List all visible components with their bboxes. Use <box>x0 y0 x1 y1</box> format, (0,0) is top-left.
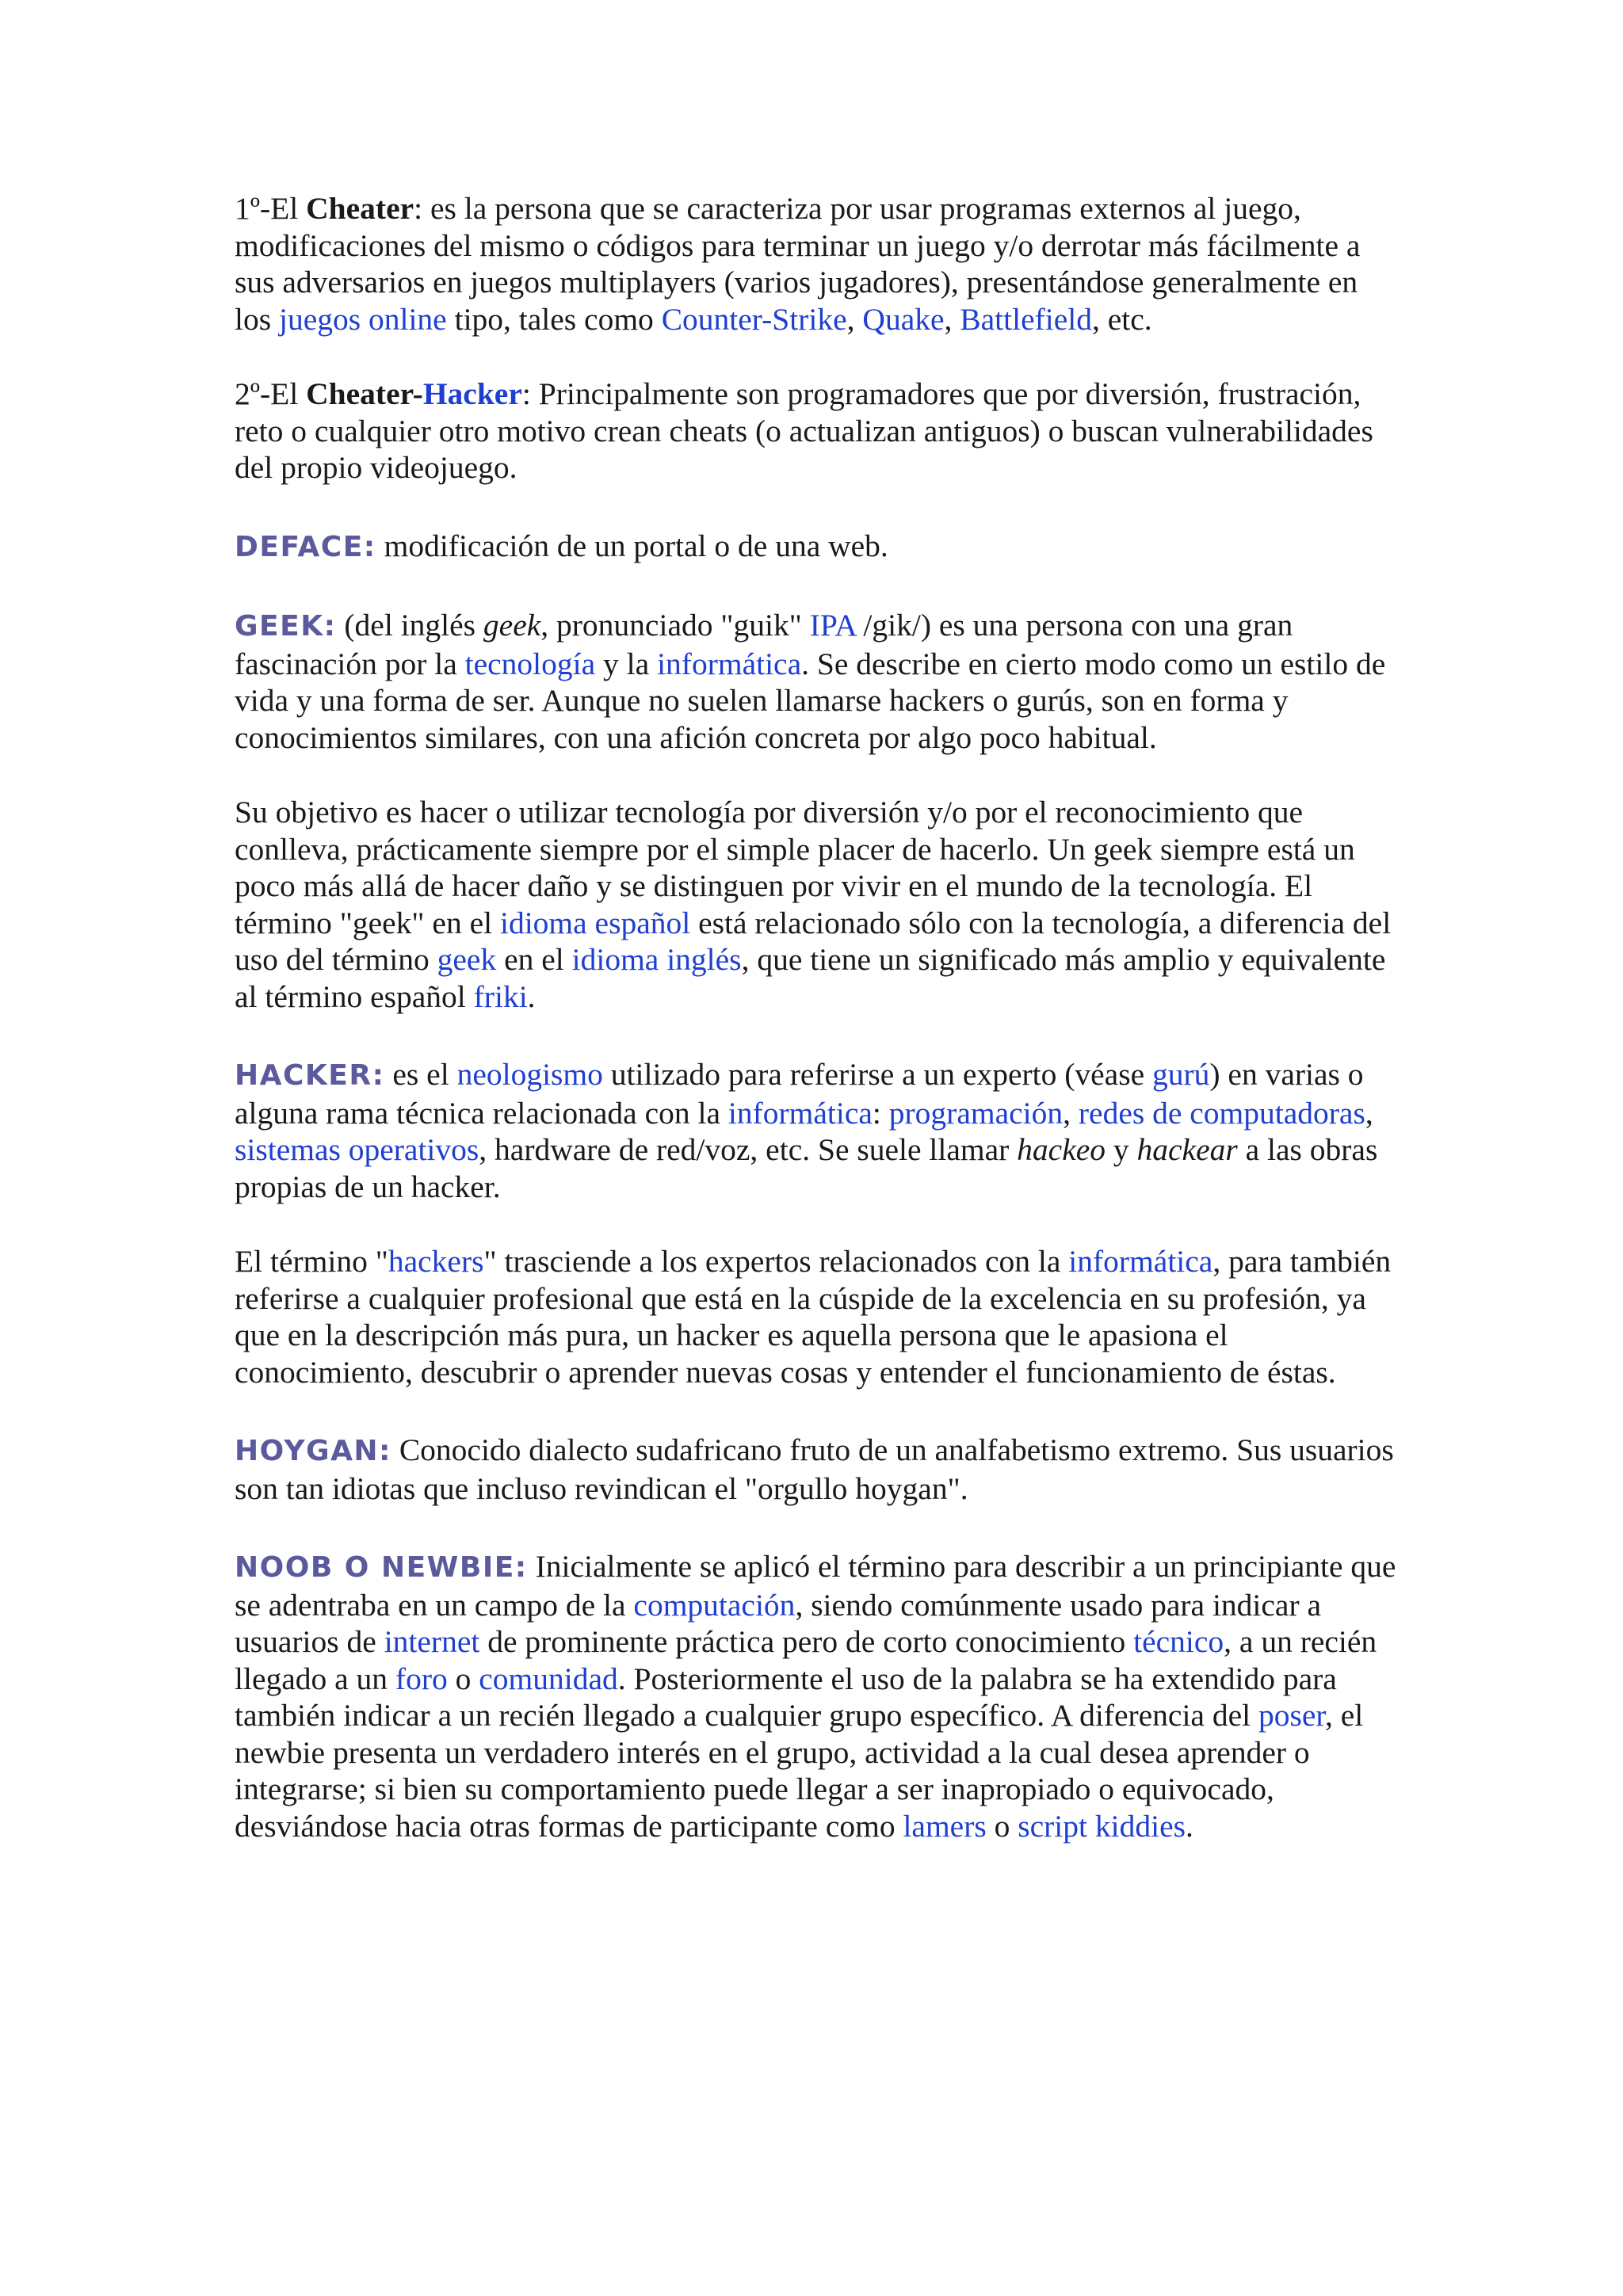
paragraph-cheater-hacker <box>235 376 1400 486</box>
text: o <box>986 1808 1018 1844</box>
link-juegos-online[interactable]: juegos online <box>278 301 447 337</box>
text: Su objetivo es hacer o utilizar tecnología por diversión y/o por el reconocimiento que conlleva, prácticamente siempre por el simple placer de hacerlo. Un geek siempre está un poco más allá de hacer daño y se distinguen por vivir en el mundo de la tecnología. El término "geek" en el <box>235 795 1355 940</box>
text: Inicialmente se aplicó el término para describir a un principiante que se adentraba en un campo de la <box>235 1549 1396 1623</box>
link-geek[interactable]: geek <box>437 942 497 977</box>
text: tipo, tales como <box>446 301 662 337</box>
link-idioma-espanol[interactable]: idioma español <box>499 905 691 940</box>
text: modificación de un portal o de una web. <box>376 528 888 563</box>
paragraph-noob <box>235 1548 1400 1844</box>
paragraph-cheater <box>235 190 1400 338</box>
term-hoygan: HOYGAN: <box>235 1435 391 1467</box>
italic-hackeo: hackeo <box>1017 1132 1106 1167</box>
link-comunidad[interactable]: comunidad <box>479 1661 618 1696</box>
link-idioma-ingles[interactable]: idioma inglés <box>571 942 742 977</box>
link-neologismo[interactable]: neologismo <box>456 1057 603 1092</box>
text: , siendo comúnmente usado para indicar a usuarios de <box>235 1587 1322 1659</box>
text: utilizado para referirse a un experto (véase <box>602 1057 1152 1092</box>
paragraph-geek <box>235 607 1400 756</box>
text: de prominente práctica pero de corto conocimiento <box>479 1624 1134 1659</box>
link-friki[interactable]: friki <box>473 978 528 1014</box>
bold-term-cheater: Cheater <box>306 191 414 226</box>
text: Conocido dialecto sudafricano fruto de un analfabetismo extremo. Sus usuarios son tan idiotas que incluso revindican el "orgullo hoygan". <box>235 1432 1394 1506</box>
link-hacker[interactable]: Hacker <box>422 376 522 411</box>
paragraph-hacker-termino <box>235 1243 1400 1390</box>
term-geek: GEEK: <box>235 610 337 643</box>
text: es el <box>384 1057 457 1092</box>
text: 2º-El <box>235 376 307 411</box>
link-poser[interactable]: poser <box>1258 1698 1325 1733</box>
text: , pronunciado "guik" <box>540 608 810 643</box>
link-battlefield[interactable]: Battlefield <box>960 301 1092 337</box>
paragraph-hacker <box>235 1056 1400 1205</box>
text: , <box>846 301 863 337</box>
link-informatica[interactable]: informática <box>1068 1244 1213 1279</box>
text: en el <box>496 942 572 977</box>
text: : es la persona que se caracteriza por usar programas externos al juego, modificaciones del mismo o códigos para terminar un juego y/o derrotar más fácilmente a sus adversarios en juegos multiplayers (varios jugadores), presentándose generalmente en los <box>235 191 1361 337</box>
link-tecnico[interactable]: técnico <box>1133 1624 1224 1659</box>
text: , <box>944 301 960 337</box>
italic-geek: geek <box>483 608 541 643</box>
text: , a un recién llegado a un <box>235 1624 1377 1696</box>
text: , <box>1063 1095 1079 1131</box>
text: a las obras propias de un hacker. <box>235 1132 1378 1204</box>
text: /gik/) es una persona con una gran fascinación por la <box>235 608 1293 681</box>
text: y la <box>595 646 658 681</box>
text: , hardware de red/voz, etc. Se suele llamar <box>479 1132 1018 1167</box>
text: 1º-El <box>235 191 307 226</box>
bold-term-cheater-hacker: Cheater- <box>306 376 423 411</box>
link-internet[interactable]: internet <box>384 1624 480 1659</box>
paragraph-deface <box>235 528 1400 566</box>
link-computacion[interactable]: computación <box>633 1587 796 1623</box>
paragraph-geek-objetivo <box>235 794 1400 1015</box>
link-script-kiddies[interactable]: script kiddies <box>1018 1808 1186 1844</box>
text: (del inglés <box>336 608 483 643</box>
text: : <box>872 1095 889 1131</box>
document-body <box>235 190 1400 1882</box>
text: El término " <box>235 1244 388 1279</box>
text: está relacionado sólo con la tecnología, a diferencia del uso del término <box>235 905 1392 977</box>
term-deface: DEFACE: <box>235 530 376 563</box>
text: , para también referirse a cualquier profesional que está en la cúspide de la excelencia en su profesión, ya que en la descripción más pura, un hacker es aquella persona que le apasiona el conocimiento, descubrir o aprender nuevas cosas y entender el funcionamiento de éstas. <box>235 1244 1392 1390</box>
term-noob-newbie: NOOB O NEWBIE: <box>235 1551 528 1584</box>
text: . Posteriormente el uso de la palabra se ha extendido para también indicar a un recién llegado a cualquier grupo específico. A diferencia del <box>235 1661 1337 1733</box>
link-programacion[interactable]: programación <box>888 1095 1064 1131</box>
text: , etc. <box>1091 301 1152 337</box>
link-counter-strike[interactable]: Counter-Strike <box>661 301 847 337</box>
text: . <box>1185 1808 1193 1844</box>
text: , el newbie presenta un verdadero interés en el grupo, actividad a la cual desea aprender o integrarse; si bien su comportamiento puede llegar a ser inapropiado o equivocado, desviándose hacia otras formas de participante como <box>235 1698 1364 1844</box>
text: . <box>527 978 536 1014</box>
link-quake[interactable]: Quake <box>862 301 945 337</box>
link-informatica[interactable]: informática <box>657 646 802 681</box>
term-hacker: HACKER: <box>235 1059 385 1092</box>
link-informatica[interactable]: informática <box>727 1095 873 1131</box>
link-hackers[interactable]: hackers <box>388 1244 484 1279</box>
link-lamers[interactable]: lamers <box>903 1808 987 1844</box>
text: ) en varias o alguna rama técnica relacionada con la <box>235 1057 1364 1131</box>
link-sistemas-operativos[interactable]: sistemas operativos <box>235 1132 479 1167</box>
paragraph-hoygan <box>235 1432 1400 1507</box>
italic-hackear: hackear <box>1136 1132 1238 1167</box>
link-guru[interactable]: gurú <box>1151 1057 1210 1092</box>
text: " trasciende a los expertos relacionados con la <box>483 1244 1069 1279</box>
text: : Principalmente son programadores que por diversión, frustración, reto o cualquier otro motivo crean cheats (o actualizan antiguos) o buscan vulnerabilidades del propio videojuego. <box>235 376 1373 485</box>
text: o <box>447 1661 479 1696</box>
text: . Se describe en cierto modo como un estilo de vida y una forma de ser. Aunque no suelen llamarse hackers o gurús, son en forma y conocimientos similares, con una afición concreta por algo poco habitual. <box>235 646 1386 755</box>
text: y <box>1106 1132 1137 1167</box>
link-foro[interactable]: foro <box>395 1661 448 1696</box>
text: , <box>1365 1095 1373 1131</box>
link-tecnologia[interactable]: tecnología <box>464 646 596 681</box>
link-ipa[interactable]: IPA <box>809 608 856 643</box>
text: , que tiene un significado más amplio y equivalente al término español <box>235 942 1386 1014</box>
link-redes-de-computadoras[interactable]: redes de computadoras <box>1078 1095 1365 1131</box>
